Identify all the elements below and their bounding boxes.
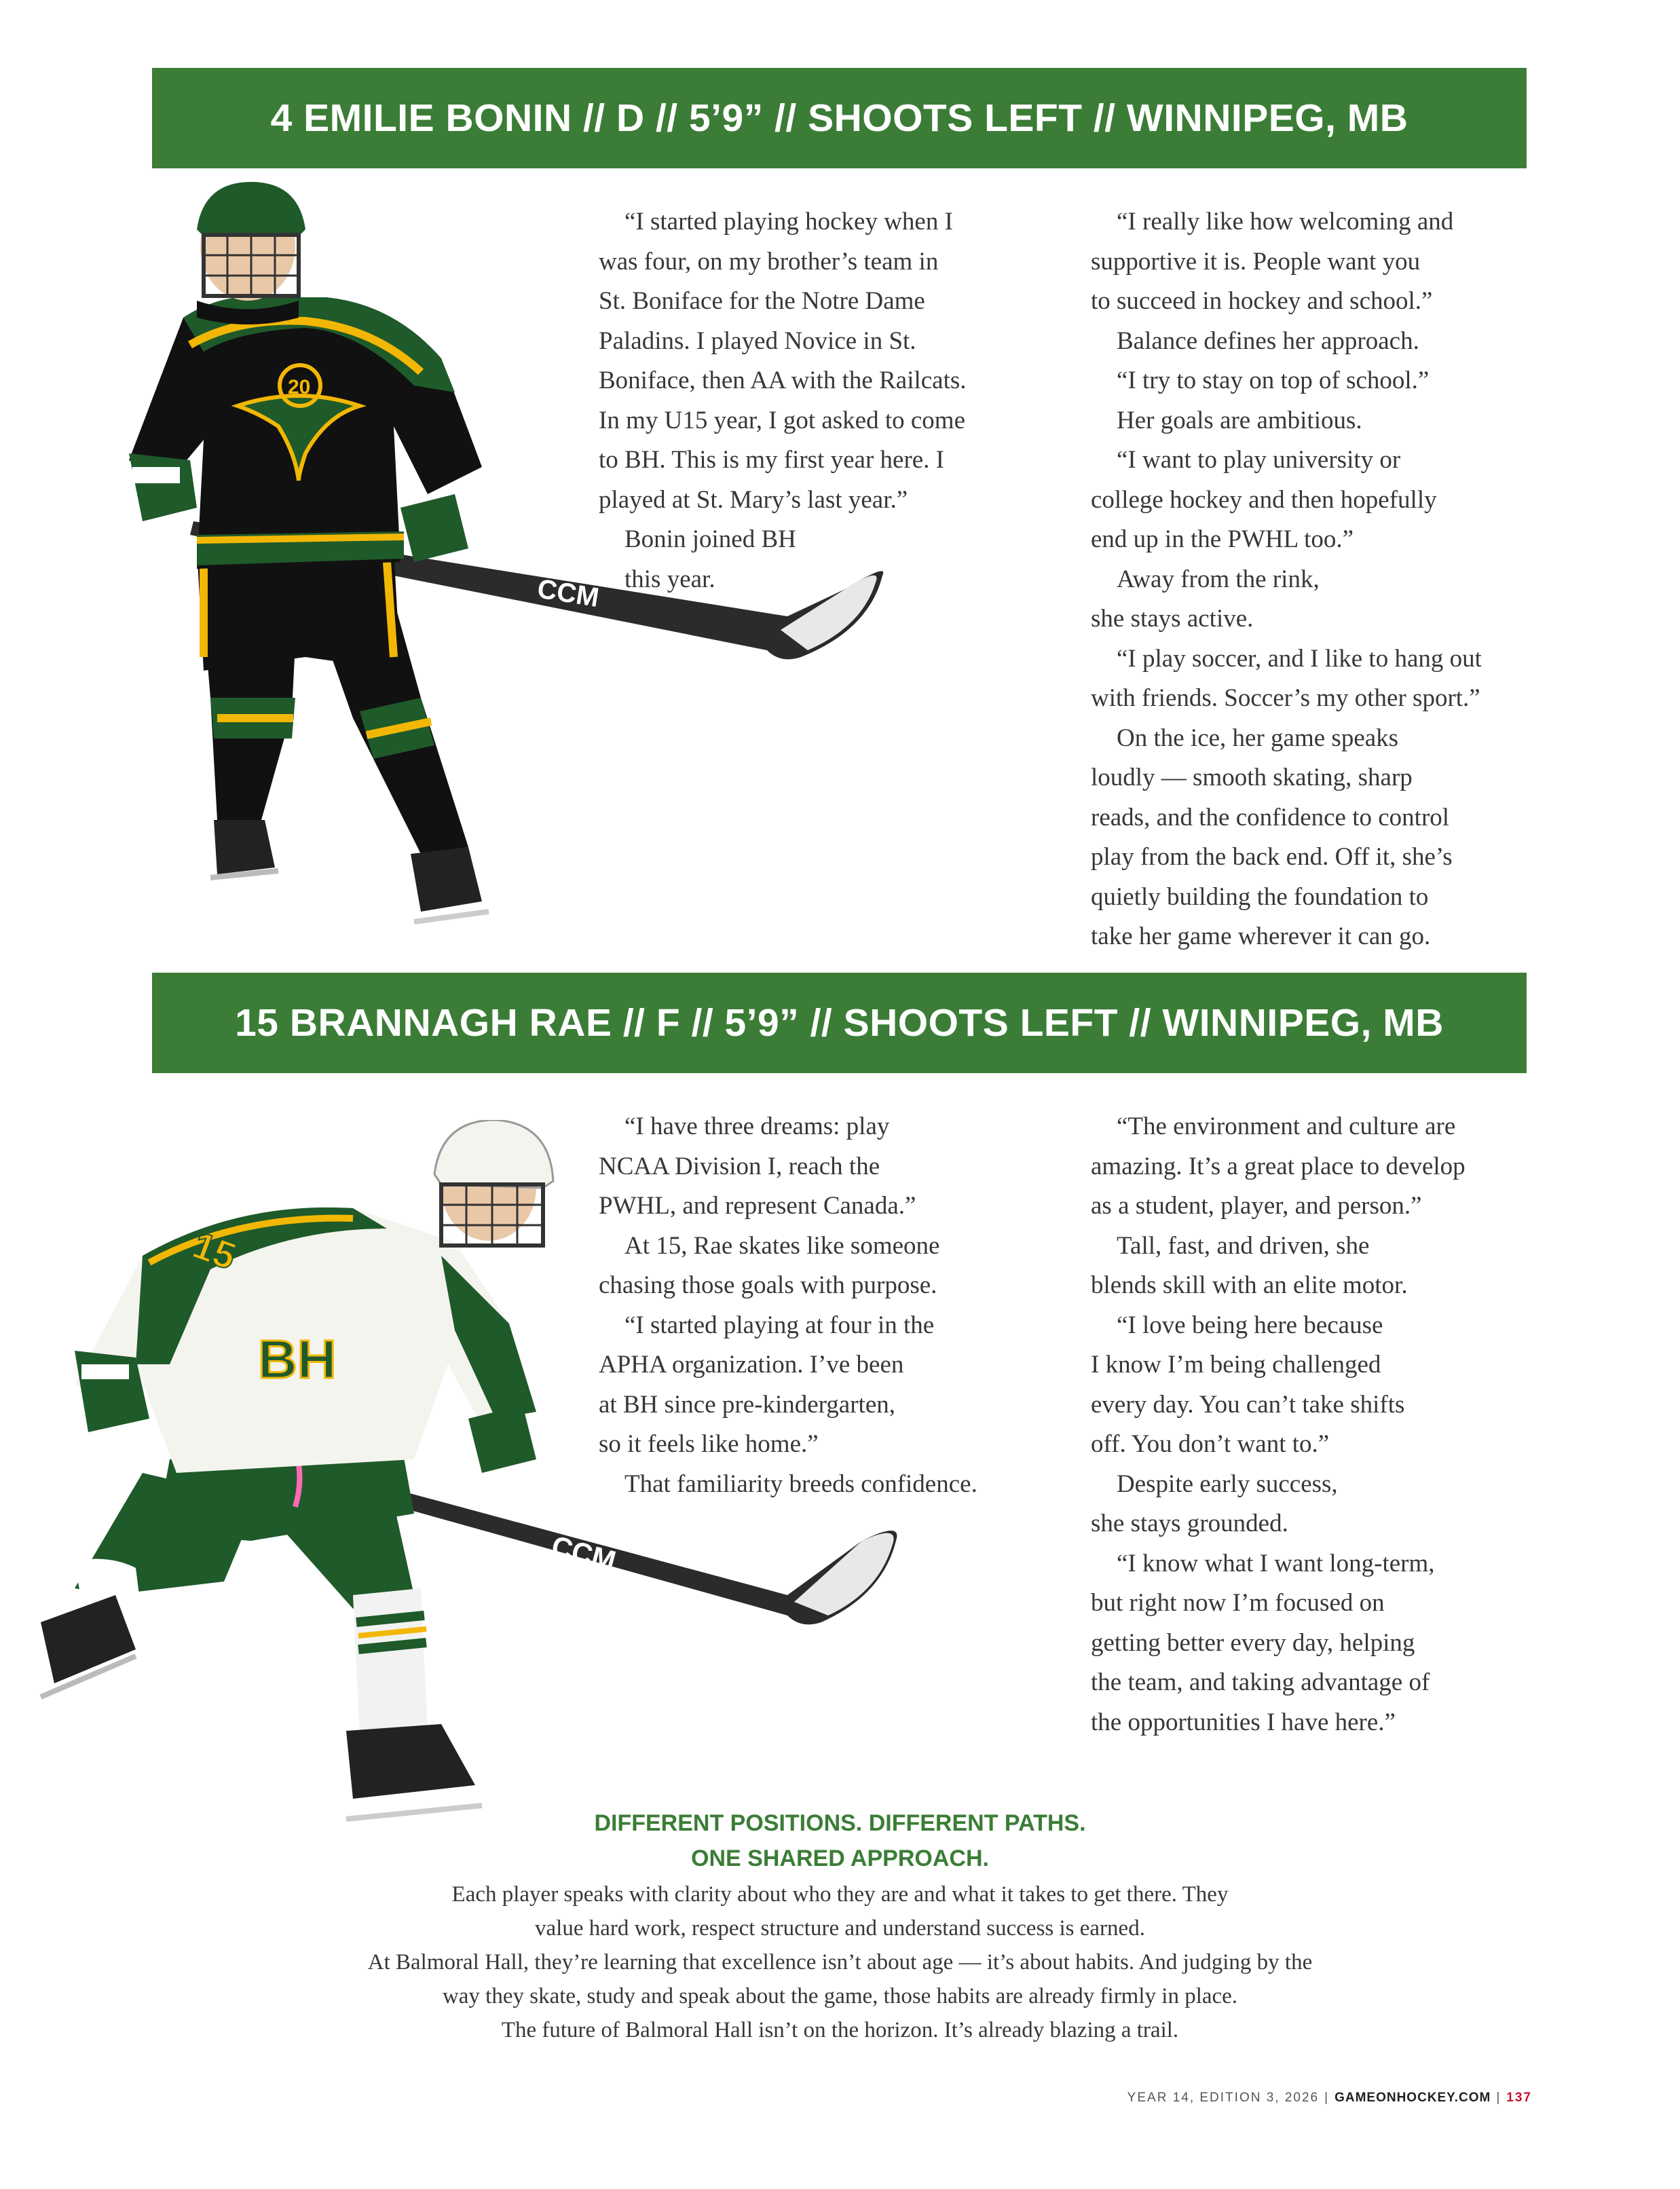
paragraph-line: supportive it is. People want you: [1091, 247, 1421, 276]
paragraph-line: with friends. Soccer’s my other sport.”: [1091, 684, 1480, 712]
paragraph-line: was four, on my brother’s team in: [599, 247, 939, 276]
paragraph-line: blends skill with an elite motor.: [1091, 1271, 1408, 1299]
paragraph-line: “I have three dreams: play: [624, 1112, 890, 1140]
paragraph-line: so it feels like home.”: [599, 1430, 819, 1458]
closing-heading: [204, 1806, 1476, 1876]
player1-banner: 4 EMILIE BONIN // D // 5’9” // SHOOTS LEFT // WINNIPEG, MB: [152, 68, 1527, 168]
website-link[interactable]: GAMEONHOCKEY.COM: [1334, 2091, 1491, 2105]
paragraph-line: as a student, player, and person.”: [1091, 1192, 1422, 1220]
paragraph-line: college hockey and then hopefully: [1091, 485, 1437, 514]
closing-body-line: value hard work, respect structure and understand success is earned.: [535, 1916, 1145, 1941]
page-number: 137: [1506, 2091, 1532, 2105]
paragraph-line: off. You don’t want to.”: [1091, 1430, 1330, 1458]
svg-text:15: 15: [187, 1223, 242, 1278]
paragraph-line: “The environment and culture are: [1117, 1112, 1456, 1140]
paragraph-line: In my U15 year, I got asked to come: [599, 406, 966, 434]
paragraph-line: Balance defines her approach.: [1117, 326, 1419, 355]
svg-text:CCM: CCM: [535, 574, 601, 614]
paragraph-line: At 15, Rae skates like someone: [624, 1231, 940, 1260]
paragraph-line: Boniface, then AA with the Railcats.: [599, 367, 967, 394]
player1-text-column-2: [1091, 202, 1566, 957]
closing-body: [204, 1877, 1476, 2047]
paragraph-line: Her goals are ambitious.: [1117, 406, 1362, 434]
paragraph-line: On the ice, her game speaks: [1117, 724, 1399, 752]
paragraph-line: the team, and taking advantage of: [1091, 1668, 1430, 1696]
paragraph-line: “I started playing at four in the: [624, 1311, 935, 1339]
paragraph-line: every day. You can’t take shifts: [1091, 1390, 1405, 1419]
paragraph-line: NCAA Division I, reach the: [599, 1152, 880, 1180]
paragraph-line: but right now I’m focused on: [1091, 1589, 1385, 1617]
player2-text-column-2: [1091, 1107, 1566, 1742]
footer-separator: |: [1324, 2091, 1330, 2105]
paragraph-line: “I really like how welcoming and: [1117, 208, 1454, 236]
paragraph-line: play from the back end. Off it, she’s: [1091, 843, 1453, 871]
paragraph-line: “I know what I want long-term,: [1117, 1549, 1435, 1577]
paragraph-line: I know I’m being challenged: [1091, 1351, 1381, 1379]
paragraph-line: “I try to stay on top of school.”: [1117, 367, 1430, 394]
paragraph-line: PWHL, and represent Canada.”: [599, 1192, 916, 1220]
paragraph-line: chasing those goals with purpose.: [599, 1271, 937, 1299]
paragraph-line: the opportunities I have here.”: [1091, 1708, 1396, 1736]
paragraph-line: Paladins. I played Novice in St.: [599, 326, 916, 355]
paragraph-line: Tall, fast, and driven, she: [1117, 1231, 1370, 1260]
paragraph-line: getting better every day, helping: [1091, 1628, 1415, 1657]
player1-text-column-1: [599, 202, 1074, 599]
paragraph-line: APHA organization. I’ve been: [599, 1351, 904, 1379]
closing-body-line: The future of Balmoral Hall isn’t on the horizon. It’s already blazing a trail.: [501, 2018, 1179, 2042]
paragraph-line: to BH. This is my first year here. I: [599, 446, 945, 474]
issue-info: YEAR 14, EDITION 3, 2026: [1127, 2091, 1320, 2105]
closing-body-line: way they skate, study and speak about the game, those habits are already firmly in place.: [442, 1984, 1238, 2008]
paragraph-line: “I started playing hockey when I: [624, 208, 953, 236]
paragraph-line: quietly building the foundation to: [1091, 882, 1429, 911]
svg-text:CCM: CCM: [548, 1529, 620, 1577]
page-footer: [1127, 2091, 1532, 2106]
paragraph-line: played at St. Mary’s last year.”: [599, 485, 908, 514]
closing-heading-line: DIFFERENT POSITIONS. DIFFERENT PATHS.: [594, 1810, 1086, 1836]
paragraph-line: she stays active.: [1091, 605, 1254, 633]
paragraph-line: to succeed in hockey and school.”: [1091, 287, 1433, 315]
paragraph-line: reads, and the confidence to control: [1091, 803, 1450, 831]
closing-body-line: At Balmoral Hall, they’re learning that excellence isn’t about age — it’s about habits. And judging by the: [367, 1950, 1313, 1975]
paragraph-line: end up in the PWHL too.”: [1091, 525, 1354, 553]
paragraph-line: St. Boniface for the Notre Dame: [599, 287, 925, 315]
paragraph-line: this year.: [624, 565, 715, 593]
player2-text-column-1: [599, 1107, 1074, 1504]
paragraph-line: That familiarity breeds confidence.: [624, 1470, 977, 1498]
svg-text:20: 20: [288, 376, 311, 398]
paragraph-line: “I want to play university or: [1117, 446, 1401, 474]
paragraph-line: “I love being here because: [1117, 1311, 1383, 1339]
footer-separator: |: [1496, 2091, 1501, 2105]
player2-banner: 15 BRANNAGH RAE // F // 5’9” // SHOOTS LEFT // WINNIPEG, MB: [152, 973, 1527, 1073]
svg-text:BH: BH: [258, 1329, 337, 1389]
paragraph-line: loudly — smooth skating, sharp: [1091, 764, 1413, 791]
paragraph-line: Despite early success,: [1117, 1470, 1338, 1498]
paragraph-line: she stays grounded.: [1091, 1510, 1288, 1537]
paragraph-line: Bonin joined BH: [624, 525, 796, 553]
paragraph-line: Away from the rink,: [1117, 565, 1320, 593]
paragraph-line: take her game wherever it can go.: [1091, 922, 1431, 950]
paragraph-line: at BH since pre-kindergarten,: [599, 1390, 895, 1419]
paragraph-line: amazing. It’s a great place to develop: [1091, 1152, 1466, 1180]
closing-section: [204, 1806, 1476, 2047]
paragraph-line: “I play soccer, and I like to hang out: [1117, 644, 1482, 673]
closing-heading-line: ONE SHARED APPROACH.: [691, 1846, 989, 1871]
closing-body-line: Each player speaks with clarity about who they are and what it takes to get there. They: [451, 1882, 1229, 1907]
